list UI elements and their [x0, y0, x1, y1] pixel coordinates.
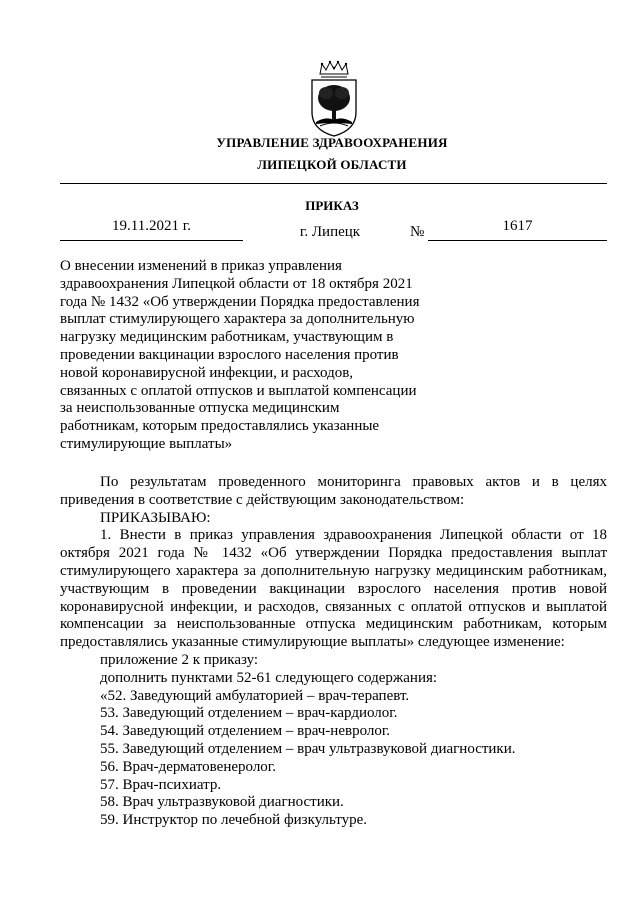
list-item: 53. Заведующий отделением – врач-кардиолог. — [100, 705, 398, 722]
list-item: 57. Врач-психиатр. — [100, 776, 222, 793]
preamble-paragraph: По результатам проведенного мониторинга правовых актов и в целях приведения в соответствие с действующим законодательством: — [60, 474, 607, 508]
organization-name-line2: ЛИПЕЦКОЙ ОБЛАСТИ — [257, 157, 407, 172]
list-item: дополнить пунктами 52-61 следующего содержания: — [100, 669, 438, 686]
order-word: ПРИКАЗЫВАЮ: — [100, 509, 211, 526]
list-item: 59. Инструктор по лечебной физкультуре. — [100, 812, 368, 829]
document-city: г. Липецк — [299, 224, 361, 240]
list-item: приложение 2 к приказу: — [100, 651, 259, 668]
document-number: 1617 — [502, 218, 533, 234]
document-subject: О внесении изменений в приказ управления здравоохранения Липецкой области от 18 октября 2021 года № 1432 «Об утверждении Порядка предоставления выплат стимулирующего характера за дополнительную нагрузку медицинским работникам, участвующим в проведении вакцинации взрослого населения против новой коронавирусной инфекции, и расходов, связанных с оплатой отпусков и выплатой компенсации за неиспользованные отпуска медицинским работникам, которым предоставлялись указанные стимулирующие выплаты» — [60, 258, 420, 452]
list-item: 56. Врач-дерматовенеролог. — [100, 758, 277, 775]
number-underline — [428, 240, 607, 241]
list-item: «52. Заведующий амбулаторией – врач-терапевт. — [100, 687, 410, 704]
list-item: 54. Заведующий отделением – врач-невролог. — [100, 723, 391, 740]
number-sign: № — [410, 224, 425, 240]
coat-of-arms-emblem — [302, 60, 366, 138]
list-item: 55. Заведующий отделением – врач ультразвуковой диагностики. — [100, 740, 516, 757]
list-item: 58. Врач ультразвуковой диагностики. — [100, 794, 344, 811]
document-date: 19.11.2021 г. — [112, 218, 191, 234]
document-body — [60, 474, 607, 830]
header-divider — [60, 183, 607, 184]
organization-name-line1: УПРАВЛЕНИЕ ЗДРАВООХРАНЕНИЯ — [216, 135, 448, 150]
point-1-paragraph: 1. Внести в приказ управления здравоохранения Липецкой области от 18 октября 2021 года № 1432 «Об утверждении Порядка предоставления выплат стимулирующего характера за дополнительную нагрузку медицинским работникам, участвующим в проведении вакцинации взрослого населения против новой коронавирусной инфекции, и расходов, связанных с оплатой отпусков и выплатой компенсации за неиспользованные отпуска медицинским работникам, которым предоставлялись указанные стимулирующие выплаты» следующее изменение: — [60, 527, 607, 651]
document-type: ПРИКАЗ — [305, 198, 359, 213]
